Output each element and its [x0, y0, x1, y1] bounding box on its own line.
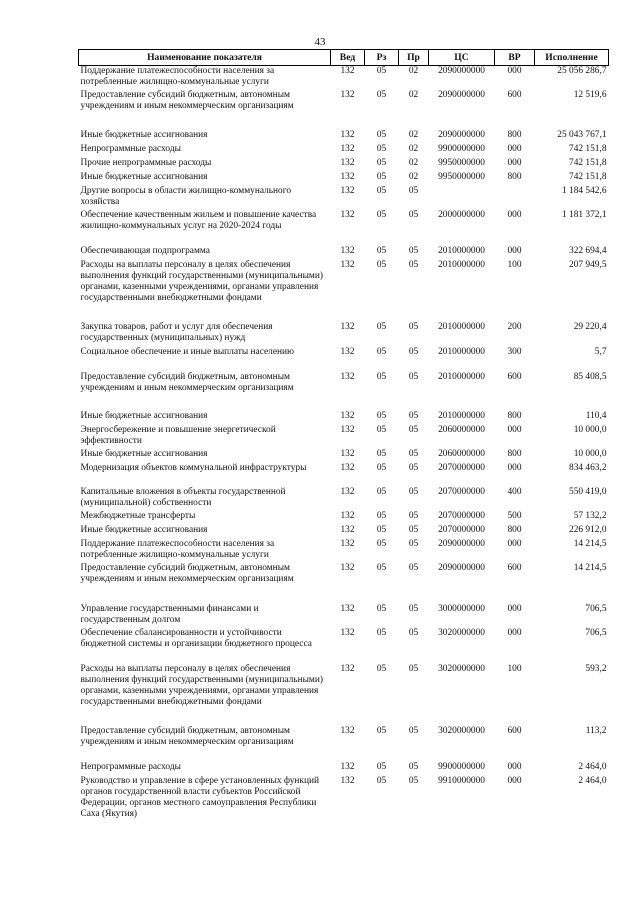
rz-code: 05 — [376, 486, 387, 497]
vr-code: 800 — [507, 410, 522, 421]
table-row — [79, 776, 609, 828]
indicator-name: Энергосбережение и повышение энергетической эффективности — [80, 424, 276, 446]
execution-amount: 742 151,8 — [569, 143, 607, 154]
ved-code: 132 — [340, 245, 355, 256]
indicator-name: Расходы на выплаты персоналу в целях обеспечения выполнения функций государственными (муниципальными) органами, казенными учреждениями, органами управления государственными внебюджетными фондами — [80, 663, 323, 707]
rz-code: 05 — [376, 245, 387, 256]
ved-code: 132 — [340, 259, 355, 270]
pr-code: 02 — [408, 171, 419, 182]
table-row — [79, 463, 609, 487]
indicator-name: Расходы на выплаты персоналу в целях обеспечения выполнения функций государственными (муниципальными) органами, казенными учреждениями, органами управления государственными внебюджетными фондами — [80, 259, 323, 303]
ved-code: 132 — [340, 448, 355, 459]
vr-code: 000 — [507, 603, 522, 614]
ved-code: 132 — [340, 410, 355, 421]
indicator-name: Обеспечение сбалансированности и устойчивости бюджетной системы и организации бюджетного процесса — [80, 627, 312, 649]
execution-amount: 85 408,5 — [573, 371, 607, 382]
table-row — [79, 172, 609, 186]
execution-amount: 25 043 767,1 — [557, 129, 607, 140]
ved-code: 132 — [340, 510, 355, 521]
cs-code: 9950000000 — [438, 171, 485, 182]
table-row — [79, 372, 609, 411]
rz-code: 05 — [376, 524, 387, 535]
header-rz: Рз — [365, 50, 399, 66]
indicator-name: Закупка товаров, работ и услуг для обеспечения государственных (муниципальных) нужд — [80, 321, 273, 343]
cs-code: 3000000000 — [438, 603, 485, 614]
execution-amount: 5,7 — [594, 346, 607, 357]
pr-code: 05 — [408, 321, 419, 332]
cs-code: 2010000000 — [438, 410, 485, 421]
pr-code: 05 — [408, 761, 419, 772]
execution-amount: 12 519,6 — [573, 89, 607, 100]
vr-code: 600 — [507, 371, 522, 382]
table-row — [79, 487, 609, 511]
cs-code: 3020000000 — [438, 627, 485, 638]
ved-code: 132 — [340, 562, 355, 573]
table-row — [79, 66, 609, 90]
execution-amount: 1 184 542,6 — [561, 185, 607, 196]
rz-code: 05 — [376, 259, 387, 270]
ved-code: 132 — [340, 761, 355, 772]
table-row — [79, 425, 609, 449]
header-row — [79, 50, 609, 66]
table-row — [79, 628, 609, 664]
cs-code: 2090000000 — [438, 66, 485, 76]
cs-code: 9900000000 — [438, 761, 485, 772]
vr-code: 400 — [507, 486, 522, 497]
pr-code: 05 — [408, 562, 419, 573]
ved-code: 132 — [340, 209, 355, 220]
vr-code: 800 — [507, 448, 522, 459]
indicator-name: Поддержание платежеспособности населения за потребленные жилищно-коммунальные услуги — [80, 538, 275, 560]
rz-code: 05 — [376, 663, 387, 674]
cs-code: 2010000000 — [438, 245, 485, 256]
execution-amount: 1 181 372,1 — [561, 209, 607, 220]
execution-amount: 834 463,2 — [569, 462, 607, 473]
indicator-name: Предоставление субсидий бюджетным, автономным учреждениям и иным некоммерческим организациям — [80, 89, 294, 111]
pr-code: 05 — [408, 524, 419, 535]
execution-amount: 742 151,8 — [569, 171, 607, 182]
header-pr: Пр — [399, 50, 429, 66]
rz-code: 05 — [376, 66, 387, 76]
cs-code: 2010000000 — [438, 346, 485, 357]
vr-code: 500 — [507, 510, 522, 521]
page-number: 43 — [314, 36, 326, 48]
vr-code: 100 — [507, 259, 522, 270]
pr-code: 05 — [408, 346, 419, 357]
rz-code: 05 — [376, 424, 387, 435]
vr-code: 800 — [507, 129, 522, 140]
indicator-name: Иные бюджетные ассигнования — [80, 171, 208, 182]
table-row — [79, 762, 609, 776]
table-row — [79, 726, 609, 762]
execution-amount: 226 912,0 — [569, 524, 607, 535]
indicator-name: Предоставление субсидий бюджетным, автономным учреждениям и иным некоммерческим организациям — [80, 562, 294, 584]
rz-code: 05 — [376, 775, 387, 786]
rz-code: 05 — [376, 129, 387, 140]
ved-code: 132 — [340, 725, 355, 736]
vr-code: 000 — [507, 627, 522, 638]
header-vr: ВР — [495, 50, 535, 66]
ved-code: 132 — [340, 171, 355, 182]
vr-code: 600 — [507, 725, 522, 736]
ved-code: 132 — [340, 143, 355, 154]
vr-code: 000 — [507, 157, 522, 168]
rz-code: 05 — [376, 143, 387, 154]
pr-code: 02 — [408, 143, 419, 154]
indicator-name: Иные бюджетные ассигнования — [80, 410, 208, 421]
cs-code: 3020000000 — [438, 663, 485, 674]
pr-code: 05 — [408, 627, 419, 638]
cs-code: 2060000000 — [438, 448, 485, 459]
execution-amount: 25 056 286,7 — [557, 66, 607, 76]
table-header — [79, 50, 609, 66]
table-row — [79, 322, 609, 347]
table-row — [79, 664, 609, 726]
rz-code: 05 — [376, 761, 387, 772]
pr-code: 05 — [408, 448, 419, 459]
table-body — [79, 66, 609, 828]
ved-code: 132 — [340, 129, 355, 140]
rz-code: 05 — [376, 157, 387, 168]
header-execution: Исполнение — [535, 50, 609, 66]
vr-code: 000 — [507, 209, 522, 220]
rz-code: 05 — [376, 321, 387, 332]
pr-code: 05 — [408, 510, 419, 521]
vr-code: 000 — [507, 538, 522, 549]
vr-code: 800 — [507, 524, 522, 535]
table-row — [79, 525, 609, 539]
execution-amount: 550 419,0 — [569, 486, 607, 497]
rz-code: 05 — [376, 209, 387, 220]
pr-code: 05 — [408, 245, 419, 256]
cs-code: 2070000000 — [438, 510, 485, 521]
rz-code: 05 — [376, 410, 387, 421]
rz-code: 05 — [376, 448, 387, 459]
cs-code: 2090000000 — [438, 562, 485, 573]
vr-code: 600 — [507, 562, 522, 573]
cs-code: 9900000000 — [438, 143, 485, 154]
cs-code: 2090000000 — [438, 89, 485, 100]
rz-code: 05 — [376, 185, 387, 196]
execution-amount: 2 464,0 — [578, 761, 607, 772]
cs-code — [429, 186, 495, 210]
pr-code: 05 — [408, 663, 419, 674]
ved-code: 132 — [340, 462, 355, 473]
pr-code: 05 — [408, 462, 419, 473]
pr-code: 02 — [408, 129, 419, 140]
table-row — [79, 563, 609, 604]
cs-code: 2070000000 — [438, 462, 485, 473]
vr-code: 200 — [507, 321, 522, 332]
ved-code: 132 — [340, 538, 355, 549]
rz-code: 05 — [376, 371, 387, 382]
rz-code: 05 — [376, 725, 387, 736]
pr-code: 05 — [408, 486, 419, 497]
table-row — [79, 144, 609, 158]
indicator-name: Предоставление субсидий бюджетным, автономным учреждениям и иным некоммерческим организациям — [80, 371, 294, 393]
pr-code: 02 — [408, 89, 419, 100]
execution-amount: 113,2 — [585, 725, 607, 736]
ved-code: 132 — [340, 157, 355, 168]
rz-code: 05 — [376, 562, 387, 573]
ved-code: 132 — [340, 89, 355, 100]
header-name: Наименование показателя — [79, 50, 331, 66]
indicator-name: Непрограммные расходы — [80, 143, 181, 154]
indicator-name: Управление государственными финансами и государственным долгом — [80, 603, 259, 625]
vr-code: 000 — [507, 775, 522, 786]
ved-code: 132 — [340, 321, 355, 332]
table-row — [79, 186, 609, 210]
table-row — [79, 260, 609, 322]
indicator-name: Непрограммные расходы — [80, 761, 181, 772]
vr-code: 000 — [507, 245, 522, 256]
rz-code: 05 — [376, 89, 387, 100]
execution-amount: 706,5 — [585, 627, 607, 638]
vr-code: 800 — [507, 171, 522, 182]
execution-amount: 110,4 — [585, 410, 607, 421]
vr-code: 000 — [507, 761, 522, 772]
expenditure-table — [78, 49, 609, 828]
execution-amount: 322 694,4 — [569, 245, 607, 256]
ved-code: 132 — [340, 424, 355, 435]
indicator-name: Капитальные вложения в объекты государственной (муниципальной) собственности — [80, 486, 286, 508]
pr-code: 05 — [408, 725, 419, 736]
table-row — [79, 511, 609, 525]
table-row — [79, 449, 609, 463]
indicator-name: Межбюджетные трансферты — [80, 510, 196, 521]
pr-code: 05 — [408, 538, 419, 549]
cs-code: 2000000000 — [438, 209, 485, 220]
ved-code: 132 — [340, 627, 355, 638]
table-row — [79, 539, 609, 563]
indicator-name: Поддержание платежеспособности населения за потребленные жилищно-коммунальные услуги — [80, 66, 275, 87]
ved-code: 132 — [340, 524, 355, 535]
pr-code: 05 — [408, 424, 419, 435]
header-cs: ЦС — [429, 50, 495, 66]
rz-code: 05 — [376, 510, 387, 521]
rz-code: 05 — [376, 346, 387, 357]
cs-code: 2010000000 — [438, 371, 485, 382]
vr-code: 000 — [507, 66, 522, 76]
pr-code: 05 — [408, 209, 419, 220]
indicator-name: Руководство и управление в сфере установленных функций органов государственной власти субъектов Российской Федерации, органов местного самоуправления Республики Саха (Якутия) — [80, 775, 320, 819]
ved-code: 132 — [340, 775, 355, 786]
cs-code: 3020000000 — [438, 725, 485, 736]
execution-amount: 593,2 — [585, 663, 607, 674]
execution-amount: 29 220,4 — [573, 321, 607, 332]
table-row — [79, 347, 609, 372]
vr-code: 300 — [507, 346, 522, 357]
header-ved: Вед — [331, 50, 365, 66]
execution-amount: 14 214,5 — [573, 562, 607, 573]
rz-code: 05 — [376, 627, 387, 638]
table-row — [79, 411, 609, 425]
vr-code: 000 — [507, 424, 522, 435]
cs-code: 2090000000 — [438, 129, 485, 140]
table-row — [79, 90, 609, 130]
vr-code: 000 — [507, 143, 522, 154]
indicator-name: Обеспечение качественным жильем и повышение качества жилищно-коммунальных услуг на 2020-2024 годы — [80, 209, 317, 231]
indicator-name: Обеспечивающая подпрограмма — [80, 245, 210, 256]
execution-amount: 706,5 — [585, 603, 607, 614]
cs-code: 9910000000 — [438, 775, 485, 786]
pr-code: 05 — [408, 185, 419, 196]
vr-code: 100 — [507, 663, 522, 674]
pr-code: 05 — [408, 775, 419, 786]
ved-code: 132 — [340, 346, 355, 357]
pr-code: 02 — [408, 157, 419, 168]
pr-code: 05 — [408, 603, 419, 614]
execution-amount: 57 132,2 — [573, 510, 607, 521]
indicator-name: Иные бюджетные ассигнования — [80, 448, 208, 459]
execution-amount: 14 214,5 — [573, 538, 607, 549]
execution-amount: 207 949,5 — [569, 259, 607, 270]
rz-code: 05 — [376, 171, 387, 182]
ved-code: 132 — [340, 66, 355, 76]
cs-code: 2060000000 — [438, 424, 485, 435]
indicator-name: Предоставление субсидий бюджетным, автономным учреждениям и иным некоммерческим организациям — [80, 725, 294, 747]
vr-code: 000 — [507, 462, 522, 473]
rz-code: 05 — [376, 538, 387, 549]
pr-code: 05 — [408, 259, 419, 270]
execution-amount: 10 000,0 — [573, 424, 607, 435]
indicator-name: Социальное обеспечение и иные выплаты населению — [80, 346, 295, 357]
execution-amount: 10 000,0 — [573, 448, 607, 459]
cs-code: 2070000000 — [438, 524, 485, 535]
rz-code: 05 — [376, 462, 387, 473]
vr-code — [495, 186, 535, 210]
indicator-name: Другие вопросы в области жилищно-коммунального хозяйства — [80, 185, 292, 207]
cs-code: 2090000000 — [438, 538, 485, 549]
vr-code: 600 — [507, 89, 522, 100]
table-row — [79, 130, 609, 144]
ved-code: 132 — [340, 486, 355, 497]
ved-code: 132 — [340, 185, 355, 196]
cs-code: 2010000000 — [438, 321, 485, 332]
cs-code: 2010000000 — [438, 259, 485, 270]
execution-amount: 2 464,0 — [578, 775, 607, 786]
rz-code: 05 — [376, 603, 387, 614]
pr-code: 05 — [408, 371, 419, 382]
pr-code: 05 — [408, 410, 419, 421]
execution-amount: 742 151,8 — [569, 157, 607, 168]
indicator-name: Прочие непрограммные расходы — [80, 157, 212, 168]
cs-code: 2070000000 — [438, 486, 485, 497]
ved-code: 132 — [340, 371, 355, 382]
ved-code: 132 — [340, 663, 355, 674]
table-row — [79, 246, 609, 260]
pr-code: 02 — [408, 66, 419, 76]
ved-code: 132 — [340, 603, 355, 614]
table-row — [79, 604, 609, 628]
table-row — [79, 210, 609, 246]
indicator-name: Иные бюджетные ассигнования — [80, 129, 208, 140]
indicator-name: Модернизация объектов коммунальной инфраструктуры — [80, 462, 307, 473]
table-row — [79, 158, 609, 172]
cs-code: 9950000000 — [438, 157, 485, 168]
indicator-name: Иные бюджетные ассигнования — [80, 524, 208, 535]
